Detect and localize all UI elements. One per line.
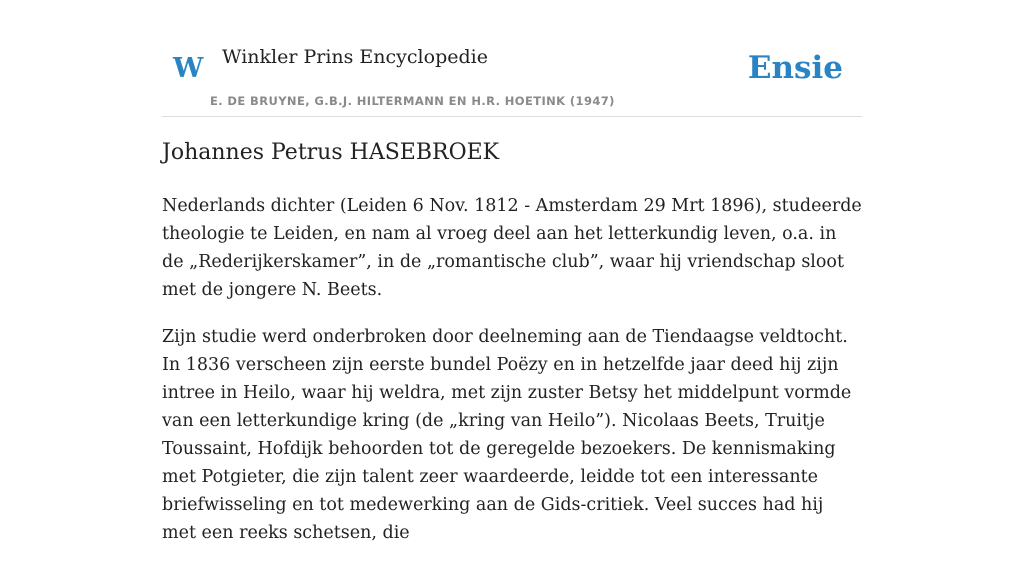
source-authors: E. DE BRUYNE, G.B.J. HILTERMANN EN H.R. HOETINK (1947) (210, 94, 615, 108)
brand-logo[interactable]: Ensie (747, 50, 843, 86)
site-title[interactable]: Winkler Prins Encyclopedie (222, 46, 488, 68)
page-container (162, 0, 862, 543)
article-paragraph: Zijn studie werd onderbroken door deelneming aan de Tiendaagse veldtocht. In 1836 verscheen zijn eerste bundel Poëzy en in hetzelfde jaar deed hij zijn intree in Heilo, waar hij weldra, met zijn zuster Betsy het middelpunt vormde van een letterkundige kring (de „kring van Heilo”). Nicolaas Beets, Truitje Toussaint, Hofdijk behoorden tot de geregelde bezoekers. De kennismaking met Potgieter, die zijn talent zeer waardeerde, leidde tot een interessante briefwisseling en tot medewerking aan de Gids-critiek. Veel succes had hij met een reeks schetsen, die (162, 327, 852, 543)
site-logo-icon[interactable]: W (173, 53, 204, 84)
article-paragraph: Nederlands dichter (Leiden 6 Nov. 1812 - Amsterdam 29 Mrt 1896), studeerde theologie te Leiden, en nam al vroeg deel aan het letterkundig leven, o.a. in de „Rederijkerskamer”, in de „romantische club”, waar hij vriendschap sloot met de jongere N. Beets. (162, 196, 862, 300)
site-header (162, 0, 862, 117)
article-title: Johannes Petrus HASEBROEK (162, 140, 500, 165)
article-body (162, 192, 862, 566)
